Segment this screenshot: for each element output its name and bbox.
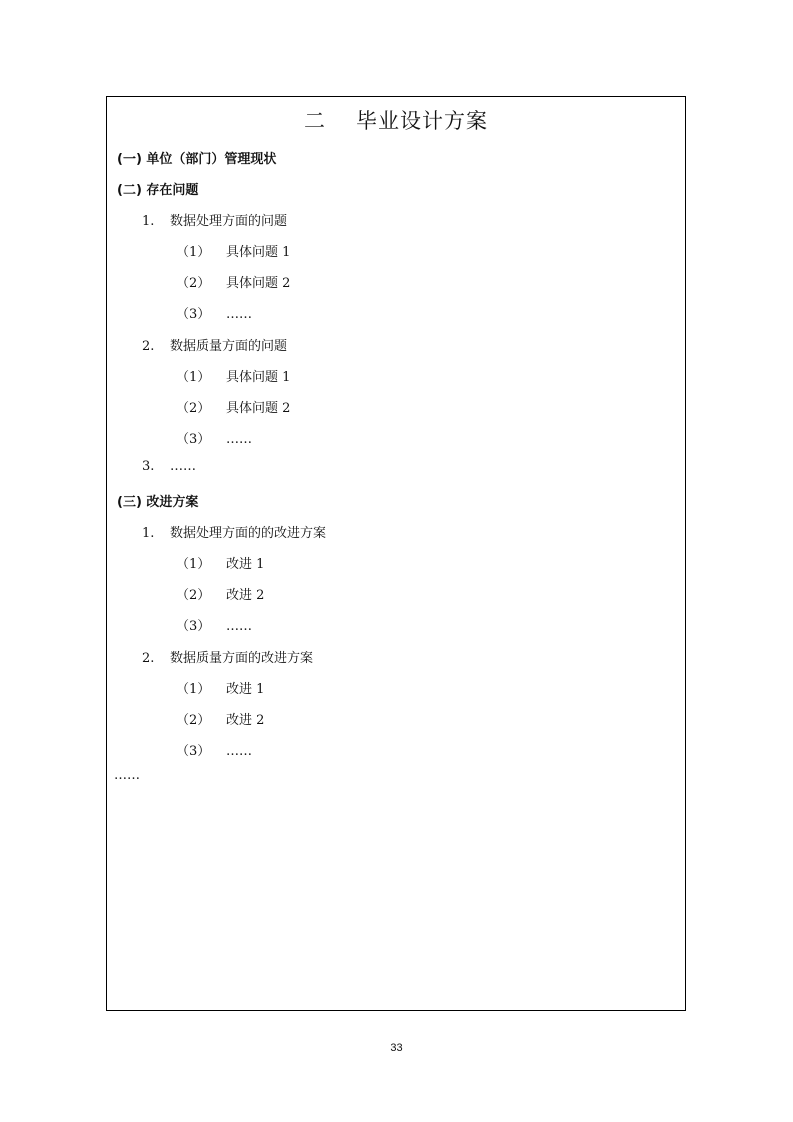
list-marker: 2. — [142, 339, 155, 354]
list-item-label: 改进 1 — [226, 557, 265, 572]
list-item-label: …… — [226, 432, 252, 447]
problem-item-2-sub-2 — [176, 397, 290, 416]
improvement-item-1-sub-1 — [176, 553, 264, 572]
problem-item-1-sub-2 — [176, 272, 290, 291]
list-item-label: 具体问题 2 — [226, 401, 291, 416]
page-number: 33 — [390, 1042, 403, 1054]
problem-item-3 — [142, 459, 196, 474]
improvement-item-1-sub-3 — [176, 615, 252, 634]
improvement-item-2-sub-1 — [176, 678, 264, 697]
trailing-ellipsis: …… — [114, 768, 140, 783]
heading-management-status: (一) 单位（部门）管理现状 — [117, 152, 277, 167]
problem-item-1-sub-1 — [176, 241, 290, 260]
list-marker: （2） — [176, 713, 211, 728]
list-marker: （2） — [176, 401, 211, 416]
improvement-item-1 — [142, 522, 326, 541]
list-item-label: 改进 2 — [226, 713, 265, 728]
list-marker: （3） — [176, 432, 211, 447]
section-title-text: 毕业设计方案 — [356, 109, 488, 133]
list-item-label: 改进 2 — [226, 588, 265, 603]
list-marker: （1） — [176, 682, 211, 697]
list-marker: 2. — [142, 651, 155, 666]
list-item-label: …… — [226, 619, 252, 634]
list-marker: （1） — [176, 245, 211, 260]
improvement-item-2 — [142, 647, 313, 666]
list-item-label: …… — [170, 459, 196, 474]
list-item-label: 改进 1 — [226, 682, 265, 697]
improvement-item-1-sub-2 — [176, 584, 264, 603]
improvement-item-2-sub-2 — [176, 709, 264, 728]
list-marker: （2） — [176, 276, 211, 291]
section-title — [107, 105, 685, 135]
list-marker: （3） — [176, 744, 211, 759]
heading-existing-problems: (二) 存在问题 — [117, 183, 199, 198]
list-item-label: 具体问题 1 — [226, 370, 291, 385]
problem-item-1-sub-3 — [176, 303, 252, 322]
list-marker: （3） — [176, 619, 211, 634]
list-marker: 1. — [142, 214, 155, 229]
problem-item-1 — [142, 210, 287, 229]
list-item-label: 数据质量方面的问题 — [170, 339, 288, 354]
list-item-label: 数据质量方面的改进方案 — [170, 651, 314, 666]
document-frame — [106, 96, 686, 1011]
heading-improvement-plan: (三) 改进方案 — [117, 495, 199, 510]
list-marker: （2） — [176, 588, 211, 603]
improvement-item-2-sub-3 — [176, 740, 252, 759]
list-item-label: 数据处理方面的问题 — [170, 214, 288, 229]
list-item-label: …… — [226, 307, 252, 322]
list-item-label: 数据处理方面的的改进方案 — [170, 526, 327, 541]
section-number: 二 — [304, 109, 326, 133]
list-marker: 3. — [142, 459, 155, 474]
list-item-label: 具体问题 2 — [226, 276, 291, 291]
list-marker: 1. — [142, 526, 155, 541]
problem-item-2-sub-1 — [176, 366, 290, 385]
list-marker: （3） — [176, 307, 211, 322]
list-item-label: …… — [226, 744, 252, 759]
problem-item-2 — [142, 335, 287, 354]
list-item-label: 具体问题 1 — [226, 245, 291, 260]
list-marker: （1） — [176, 557, 211, 572]
list-marker: （1） — [176, 370, 211, 385]
problem-item-2-sub-3 — [176, 428, 252, 447]
